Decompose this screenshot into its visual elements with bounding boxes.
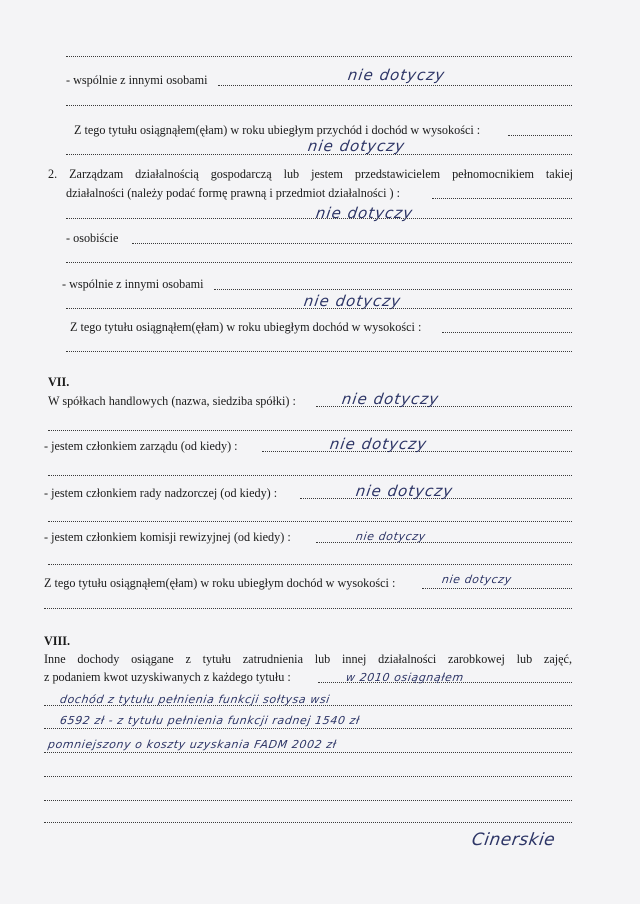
handwritten-value: 6592 zł - z tytułu pełnienia funkcji radnej 1540 zł xyxy=(59,714,361,727)
signature: Cinerskie xyxy=(470,830,557,850)
handwritten-value: nie dotyczy xyxy=(306,137,407,155)
dotted-line xyxy=(66,103,572,106)
handwritten-value: nie dotyczy xyxy=(441,573,513,586)
section-heading: VIII. xyxy=(44,634,71,648)
handwritten-value: nie dotyczy xyxy=(314,204,415,222)
dotted-line xyxy=(66,216,572,219)
other-income-line: z podaniem kwot uzyskiwanych z każdego tytułu : xyxy=(44,670,291,684)
dotted-line xyxy=(44,820,572,823)
dotted-line xyxy=(48,562,572,565)
income-text: Z tego tytułu osiągnąłem(ęłam) w roku ubiegłym dochód w wysokości : xyxy=(70,320,422,334)
dotted-line xyxy=(132,241,572,244)
dotted-line xyxy=(422,586,572,589)
dotted-line xyxy=(442,330,572,333)
handwritten-value: nie dotyczy xyxy=(328,435,429,453)
dotted-line xyxy=(44,606,572,609)
dotted-line xyxy=(48,473,572,476)
handwritten-value: w 2010 osiągnąłem xyxy=(345,671,465,684)
dotted-line xyxy=(66,349,572,352)
section-heading: VII. xyxy=(48,375,70,389)
handwritten-value: dochód z tytułu pełnienia funkcji sołtysa wsi xyxy=(59,693,331,706)
dotted-line xyxy=(432,196,572,199)
supervisory-label: - jestem członkiem rady nadzorczej (od kiedy) : xyxy=(44,486,278,500)
income-text: Z tego tytułu osiągnąłem(ęłam) w roku ubiegłym dochód w wysokości : xyxy=(44,576,396,590)
handwritten-value: nie dotyczy xyxy=(340,390,441,408)
handwritten-value: nie dotyczy xyxy=(346,66,447,84)
companies-label: W spółkach handlowych (nazwa, siedziba spółki) : xyxy=(48,394,296,408)
income-text: Z tego tytułu osiągnąłem(ęłam) w roku ubiegłym przychód i dochód w wysokości : xyxy=(74,123,481,137)
dotted-line xyxy=(66,260,572,263)
handwritten-value: nie dotyczy xyxy=(302,292,403,310)
jointly-label: - wspólnie z innymi osobami xyxy=(66,73,208,87)
board-label: - jestem członkiem zarządu (od kiedy) : xyxy=(44,439,238,453)
dotted-line xyxy=(44,798,572,801)
other-income-line: Inne dochody osiągane z tytułu zatrudnienia lub innej działalności zarobkowej lub zajęć, xyxy=(44,652,572,666)
dotted-line xyxy=(66,306,572,309)
jointly-label: - wspólnie z innymi osobami xyxy=(62,277,204,291)
handwritten-value: nie dotyczy xyxy=(355,530,427,543)
dotted-line xyxy=(48,428,572,431)
handwritten-value: pomniejszony o koszty uzyskania FADM 2002 zł xyxy=(47,738,338,751)
business-statement-line: działalności (należy podać formę prawną i przedmiot działalności ) : xyxy=(66,186,401,200)
dotted-line xyxy=(66,54,572,57)
dotted-line xyxy=(44,774,572,777)
dotted-line xyxy=(66,152,572,155)
audit-label: - jestem członkiem komisji rewizyjnej (od kiedy) : xyxy=(44,530,291,544)
dotted-line xyxy=(508,133,572,136)
business-statement-line: 2. Zarządzam działalnością gospodarczą lub jestem przedstawicielem pełnomocnikiem takiej xyxy=(48,167,573,181)
personal-label: - osobiście xyxy=(66,231,119,245)
handwritten-value: nie dotyczy xyxy=(354,482,455,500)
dotted-line xyxy=(214,287,572,290)
dotted-line xyxy=(48,519,572,522)
